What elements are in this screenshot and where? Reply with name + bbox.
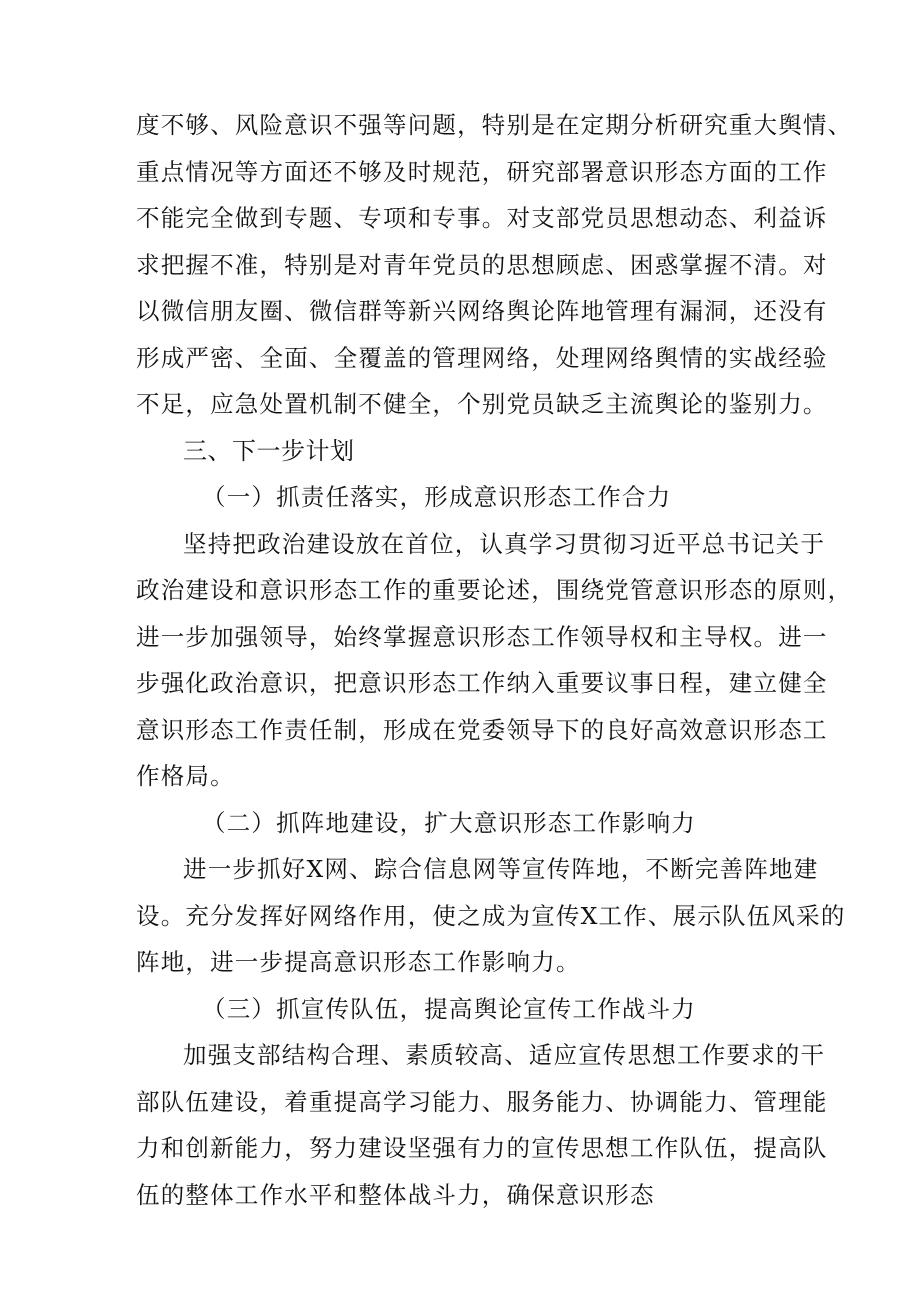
paragraph-line: 进一步加强领导，始终掌握意识形态工作领导权和主导权。进一 xyxy=(136,622,828,651)
paragraph-line: 求把握不准，特别是对青年党员的思想顾虑、困惑掌握不清。对 xyxy=(136,250,828,279)
subsection-heading: （三）抓宣传队伍，提高舆论宣传工作战斗力 xyxy=(202,994,696,1023)
paragraph-line: 度不够、风险意识不强等问题，特别是在定期分析研究重大舆情、 xyxy=(136,111,853,139)
paragraph-line: 力和创新能力，努力建设坚强有力的宣传思想工作队伍，提高队 xyxy=(136,1134,828,1162)
section-heading: 三、下一步计划 xyxy=(183,436,355,465)
paragraph-line: 加强支部结构合理、素质较高、适应宣传思想工作要求的干 xyxy=(183,1041,826,1069)
paragraph-line: 形成严密、全面、全覆盖的管理网络，处理网络舆情的实战经验 xyxy=(136,343,828,372)
paragraph-line: 部队伍建设，着重提高学习能力、服务能力、协调能力、管理能 xyxy=(136,1087,828,1116)
paragraph-line: 意识形态工作责任制，形成在党委领导下的良好高效意识形态工 xyxy=(136,715,828,744)
paragraph-line: 设。充分发挥好网络作用，使之成为宣传X工作、展示队伍风采的 xyxy=(136,901,846,930)
paragraph-line: 伍的整体工作水平和整体战斗力，确保意识形态 xyxy=(136,1180,655,1209)
paragraph-line: 不足，应急处置机制不健全，个别党员缺乏主流舆论的鉴别力。 xyxy=(136,390,828,418)
paragraph-line: 以微信朋友圈、微信群等新兴网络舆论阵地管理有漏洞，还没有 xyxy=(136,297,828,325)
subsection-heading: （一）抓责任落实，形成意识形态工作合力 xyxy=(202,483,672,511)
paragraph-line: 阵地，进一步提高意识形态工作影响力。 xyxy=(136,948,581,976)
document-body xyxy=(136,102,853,1218)
paragraph-line: 作格局。 xyxy=(136,762,235,790)
paragraph-line: 进一步抓好X网、踪合信息网等宣传阵地，不断完善阵地建 xyxy=(183,855,819,883)
paragraph-line: 重点情况等方面还不够及时规范，研究部署意识形态方面的工作 xyxy=(136,157,828,186)
subsection-heading: （二）抓阵地建设，扩大意识形态工作影响力 xyxy=(202,808,696,837)
paragraph-line: 政治建设和意识形态工作的重要论述，围绕党管意识形态的原则， xyxy=(136,576,853,604)
paragraph-line: 步强化政治意识，把意识形态工作纳入重要议事日程，建立健全 xyxy=(136,669,828,697)
paragraph-line: 不能完全做到专题、专项和专事。对支部党员思想动态、利益诉 xyxy=(136,204,828,232)
paragraph-line: 坚持把政治建设放在首位，认真学习贯彻习近平总书记关于 xyxy=(183,529,826,558)
